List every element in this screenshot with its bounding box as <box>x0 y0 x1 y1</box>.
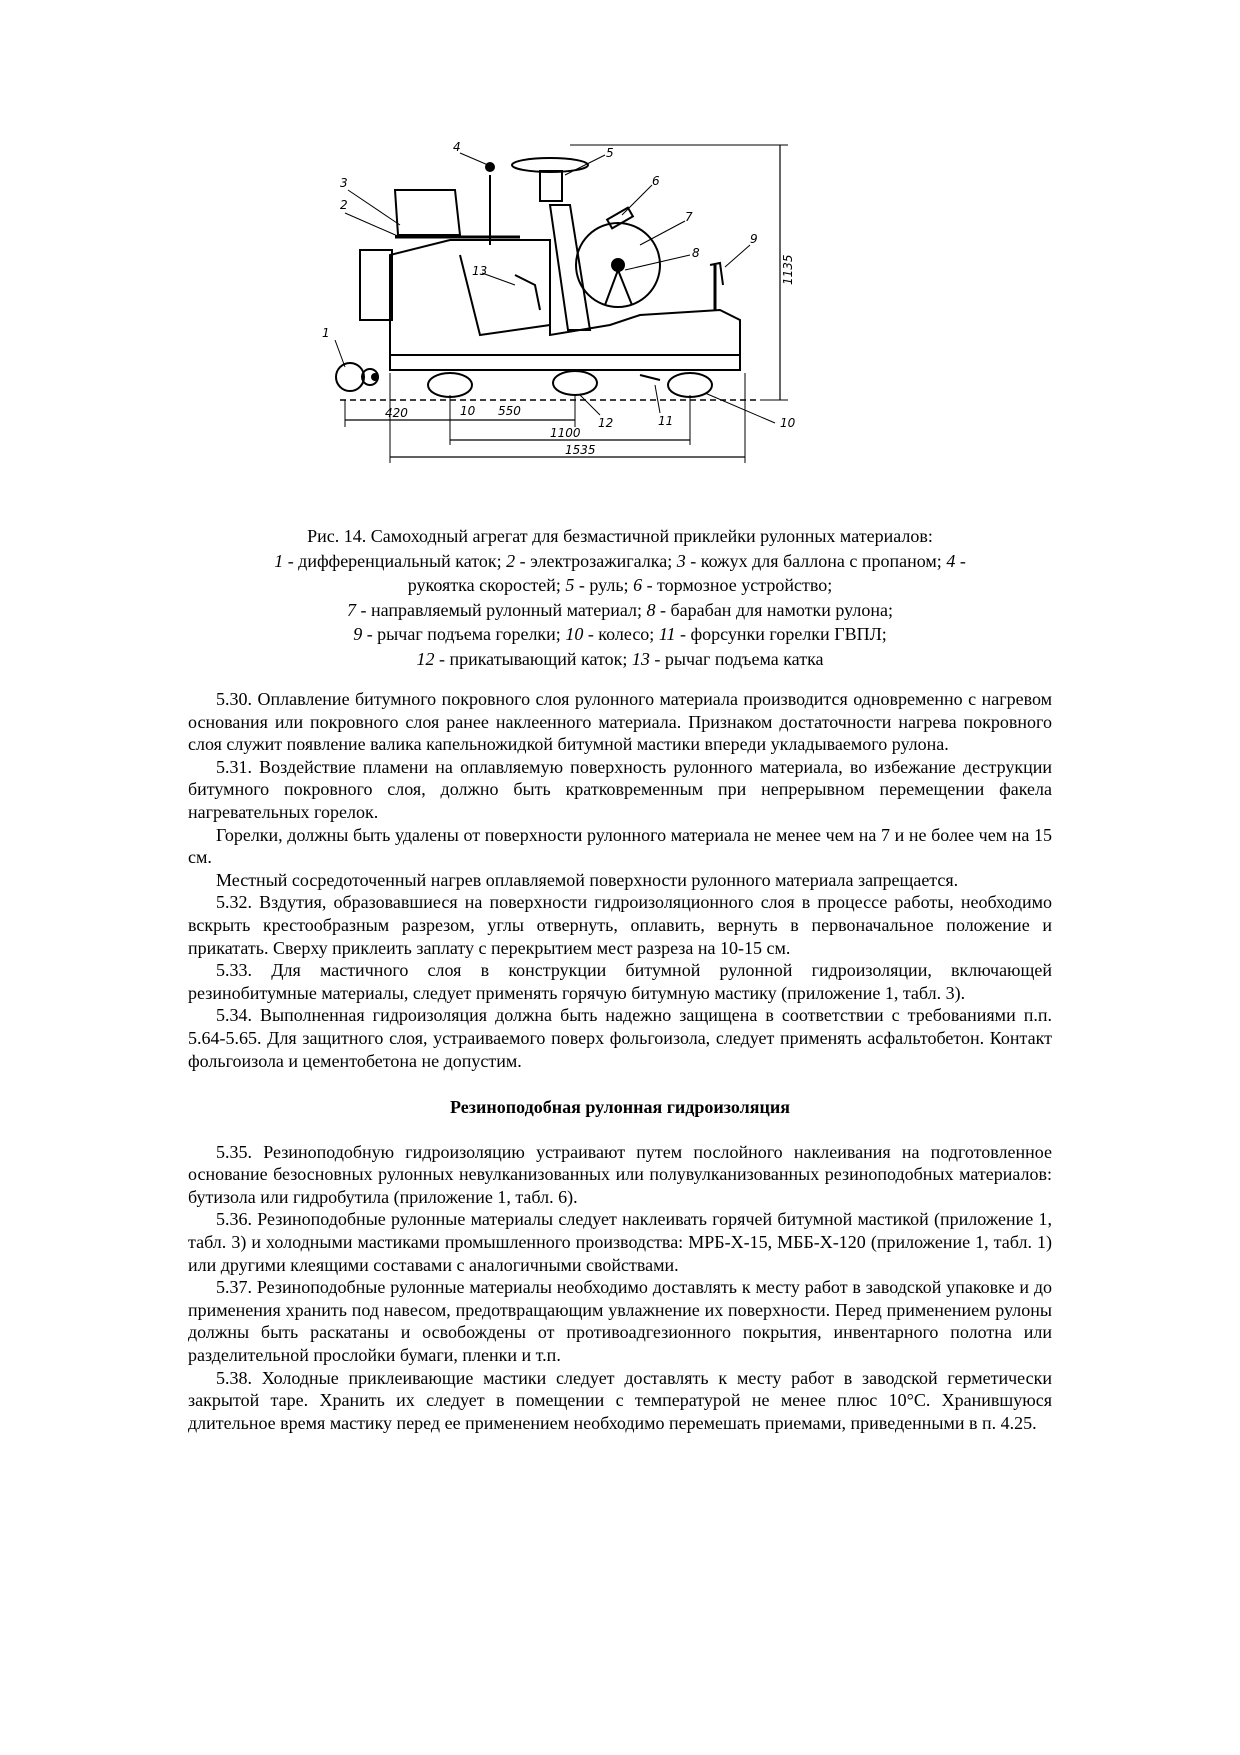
callout-9: 9 <box>750 232 758 246</box>
paragraph-5-34: 5.34. Выполненная гидроизоляция должна быть надежно защищена в соответствии с требованиями п.п. 5.64-5.65. Для защитного слоя, устраиваемого поверх фольгоизола, следует применять асфальтобетон. Контакт фольгоизола и цементобетона не допустим. <box>188 1005 1052 1071</box>
paragraph-5-32: 5.32. Вздутия, образовавшиеся на поверхности гидроизоляционного слоя в процессе работы, необходимо вскрыть крестообразным разрезом, углы отвернуть, оплавить, вернуть в первоначальное положение и прикатать. Сверху приклеить заплату с перекрытием мест разреза на 10-15 см. <box>188 892 1052 958</box>
callout-8: 8 <box>692 246 700 260</box>
callout-axle-10: 10 <box>460 404 476 418</box>
paragraph-5-38: 5.38. Холодные приклеивающие мастики следует доставлять к месту работ в заводской герметически закрытой таре. Хранить их следует в помещении с температурой не менее плюс 10°С. Хранившуюся длительное время мастику перед ее применением необходимо перемешать приемами, приведенными в п. 4.25. <box>188 1367 1052 1433</box>
dim-1100: 1100 <box>550 426 581 440</box>
callout-11: 11 <box>658 414 674 428</box>
callout-1: 1 <box>322 326 330 340</box>
paragraph-5-31: 5.31. Воздействие пламени на оплавляемую поверхность рулонного материала, во избежание деструкции битумного покровного слоя, должно быть кратковременным при непрерывном перемещении факела нагревательных горелок. <box>188 756 1052 822</box>
caption-title: Рис. 14. Самоходный агрегат для безмастичной приклейки рулонных материалов: <box>307 526 933 546</box>
callout-6: 6 <box>652 174 660 188</box>
dim-550: 550 <box>498 404 521 418</box>
figure-self-propelled-unit <box>322 140 900 515</box>
callout-7: 7 <box>685 210 693 224</box>
paragraph-5-33: 5.33. Для мастичного слоя в конструкции битумной рулонной гидроизоляции, включающей резинобитумные материалы, следует применять горячую битумную мастику (приложение 1, табл. 3). <box>188 960 1052 1003</box>
paragraph-5-31-burners: Горелки, должны быть удалены от поверхности рулонного материала не менее чем на 7 и не более чем на 15 см. <box>188 824 1052 868</box>
paragraph-5-37: 5.37. Резиноподобные рулонные материалы необходимо доставлять к месту работ в заводской упаковке и до применения хранить под навесом, предотвращающим увлажнение их поверхности. Перед применением рулоны должны быть раскатаны и освобождены от противоадгезионного покрытия, инвентарного полотна или разделительной прослойки бумаги, пленки и т.п. <box>188 1277 1052 1366</box>
callout-2: 2 <box>340 198 348 212</box>
callout-12: 12 <box>598 416 614 430</box>
caption-line-3: рукоятка скоростей; 5 - руль; 6 - тормозное устройство; <box>407 575 833 596</box>
caption-line-4: 7 - направляемый рулонный материал; 8 - барабан для намотки рулона; <box>347 599 893 620</box>
paragraph-5-36: 5.36. Резиноподобные рулонные материалы следует наклеивать горячей битумной мастикой (приложение 1, табл. 3) и холодными мастиками промышленного производства: МРБ-Х-15, МББ-Х-120 (приложение 1, табл. 1) или другими клеящими составами с аналогичными свойствами. <box>188 1209 1052 1275</box>
caption-line-5: 9 - рычаг подъема горелки; 10 - колесо; 11 - форсунки горелки ГВПЛ; <box>353 624 887 645</box>
body-text <box>188 688 1052 1434</box>
paragraph-5-31-local-heating: Местный сосредоточенный нагрев оплавляемой поверхности рулонного материала запрещается. <box>216 869 959 890</box>
caption-line-6: 12 - прикатывающий каток; 13 - рычаг подъема катка <box>416 648 824 669</box>
paragraph-5-35: 5.35. Резиноподобную гидроизоляцию устраивают путем послойного наклеивания на подготовленное основание безосновных рулонных невулканизованных или полувулканизованных резиноподобных материалов: бутизола или гидробутила (приложение 1, табл. 6). <box>188 1141 1052 1207</box>
dim-420: 420 <box>385 406 408 420</box>
caption-line-2: 1 - дифференциальный каток; 2 - электрозажигалка; 3 - кожух для баллона с пропаном; 4 - <box>274 550 966 571</box>
paragraph-5-30: 5.30. Оплавление битумного покровного слоя рулонного материала производится одновременно с нагревом основания или покровного слоя ранее наклеенного материала. Признаком достаточности нагрева покровного слоя служит появление валика капельножидкой битумной мастики впереди укладываемого рулона. <box>188 689 1052 755</box>
callout-13: 13 <box>472 264 488 278</box>
dim-1535: 1535 <box>565 443 596 457</box>
callout-5: 5 <box>606 146 614 160</box>
figure-caption <box>188 524 1052 672</box>
callout-4: 4 <box>453 140 461 154</box>
callout-10: 10 <box>780 416 796 430</box>
callout-3: 3 <box>340 176 348 190</box>
machine-drawing <box>322 140 900 515</box>
dim-1135: 1135 <box>781 254 795 285</box>
section-title: Резиноподобная рулонная гидроизоляция <box>450 1097 790 1118</box>
